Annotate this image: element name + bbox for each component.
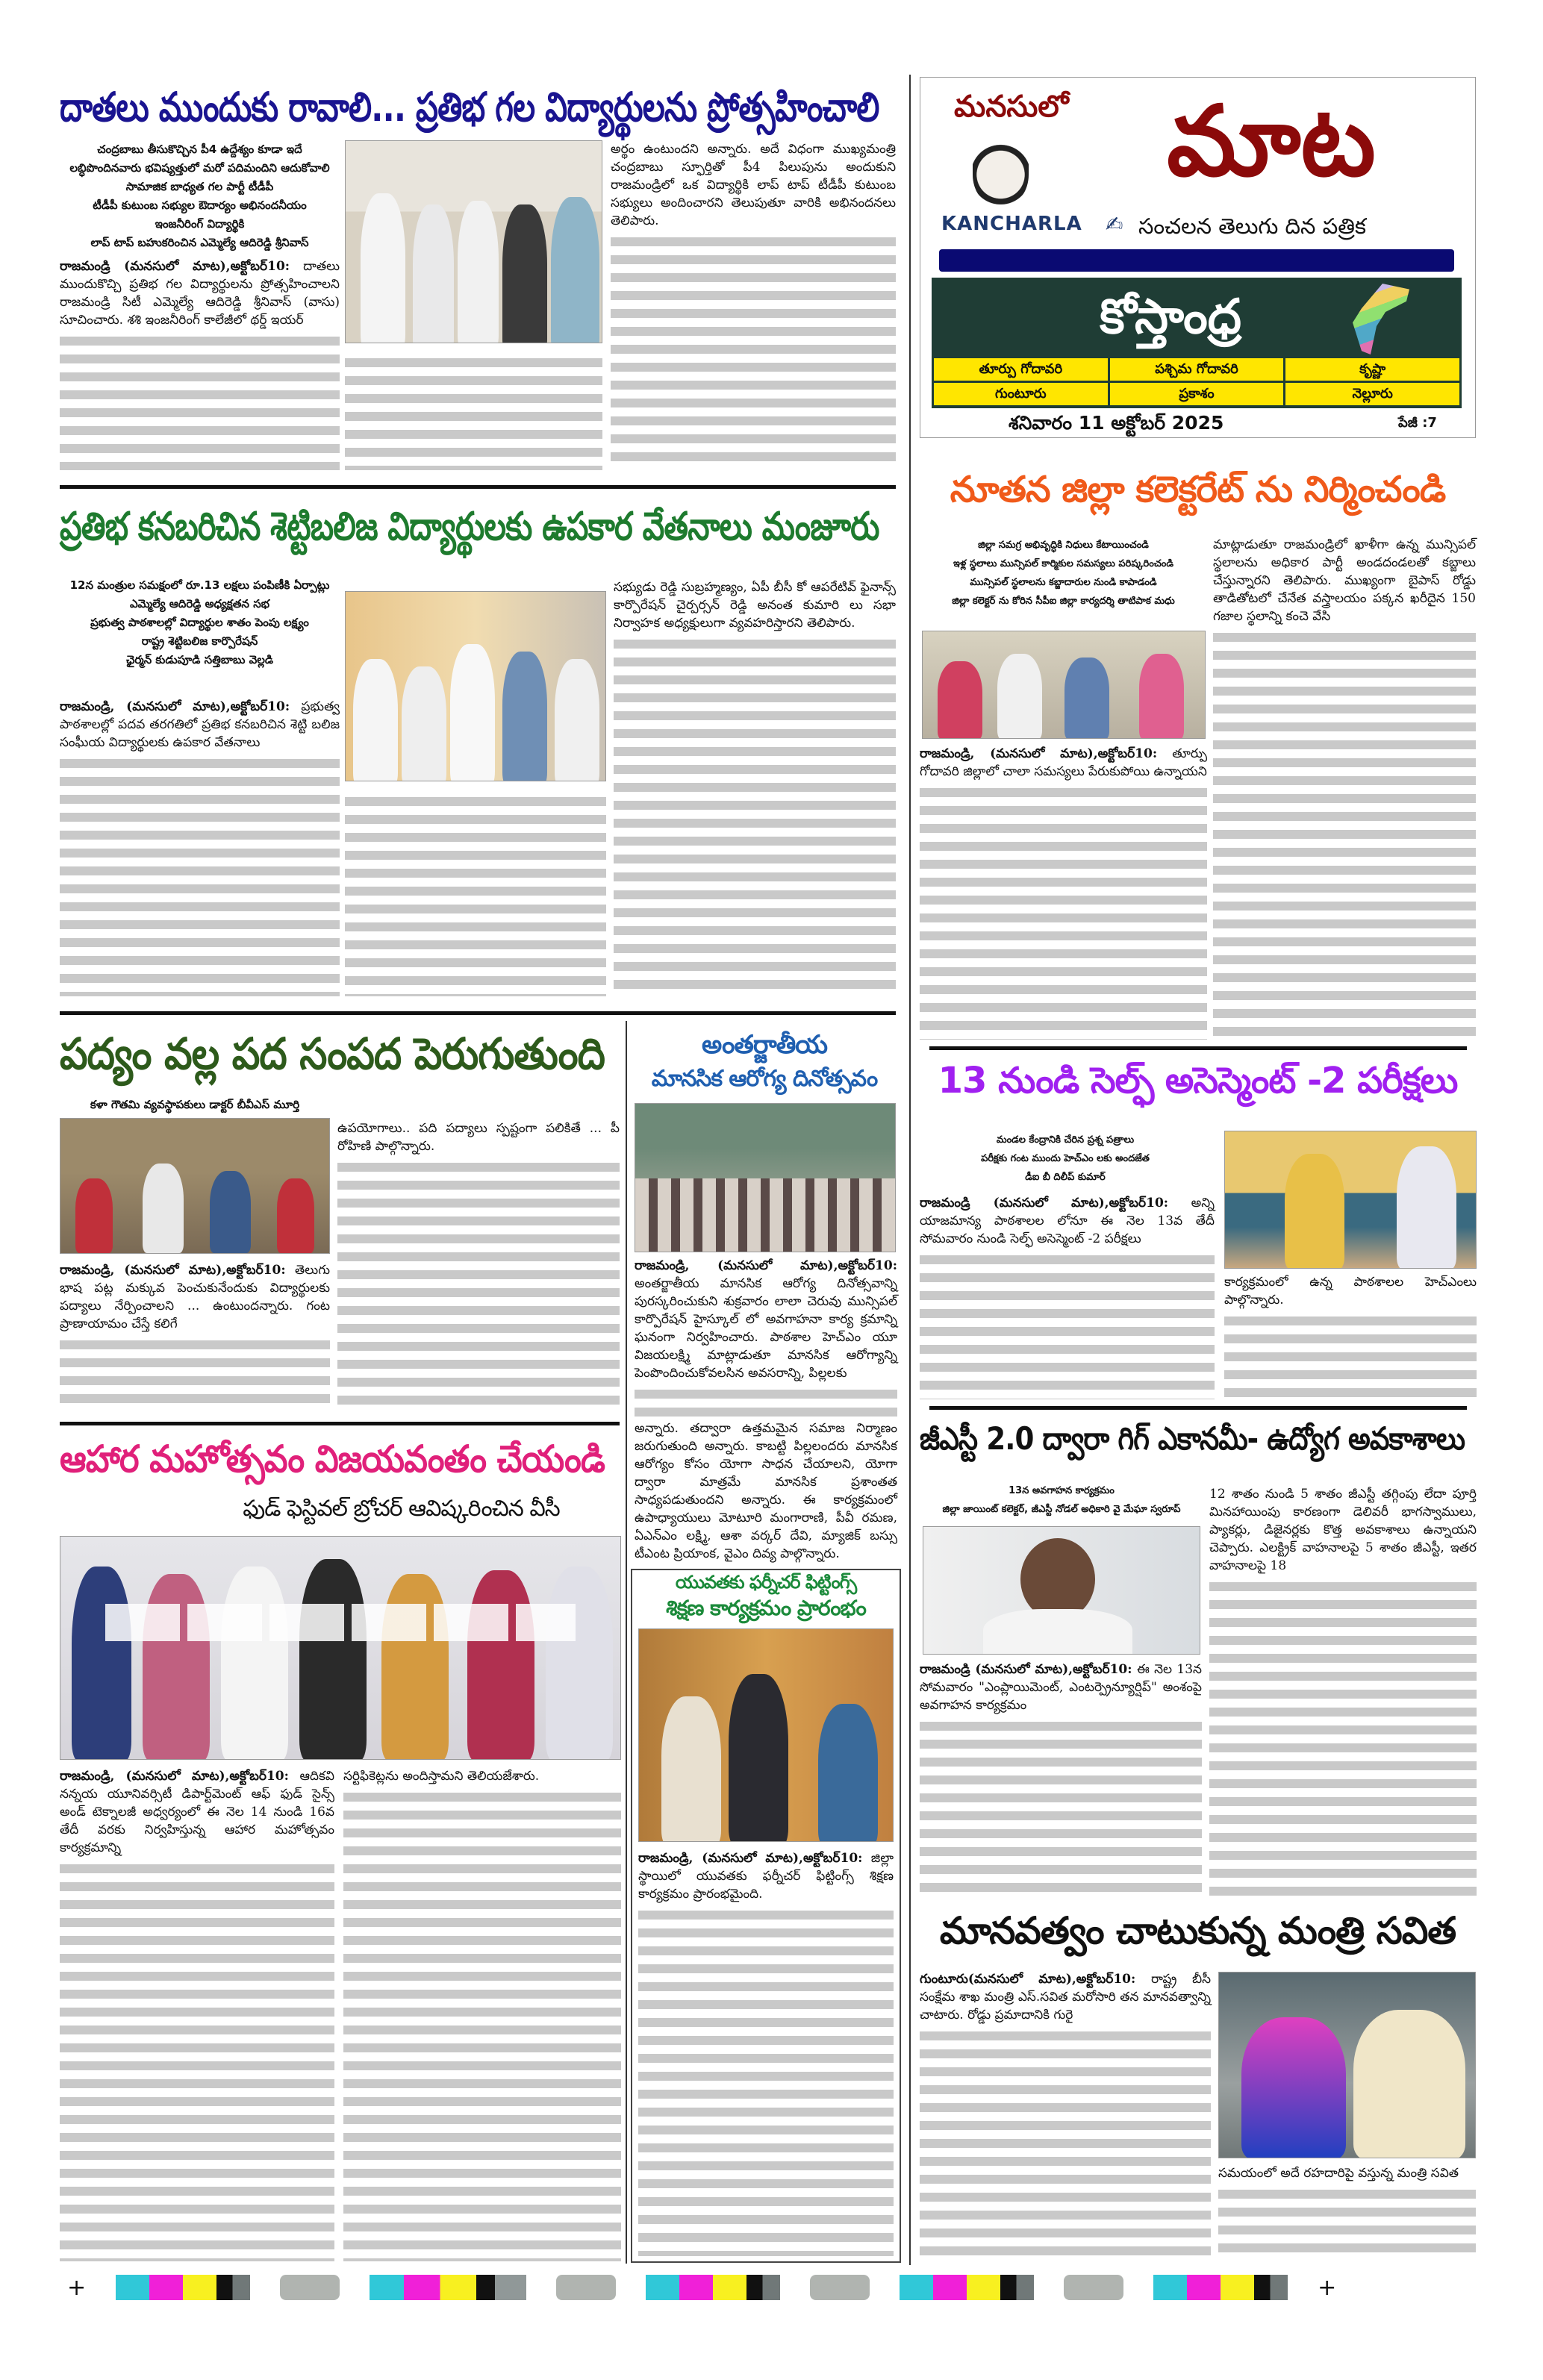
subtitle-food-festival: ఫుడ్ ఫెస్టివల్ బ్రోచర్ ఆవిష్కరించిన వీసీ xyxy=(243,1496,560,1522)
subhead: జిల్లా జాయింట్ కలెక్టర్, జీఎస్టీ నోడల్ అధికారి వై మేఘా స్వరూప్ xyxy=(942,1504,1181,1515)
body-text: సర్టిఫికెట్లను అందిస్తామని తెలియజేశారు. xyxy=(343,1769,540,1784)
dateline: గుంటూరు(మనసులో మాట),అక్టోబర్10: xyxy=(920,1972,1136,1987)
body-text: కార్యక్రమంలో ఉన్న పాఠశాలల హెచ్ఎంలు పాల్గొన్నారు. xyxy=(1224,1275,1477,1308)
a9-col1 xyxy=(920,1661,1202,1896)
a2-subheads xyxy=(60,576,340,669)
district-label: ప్రకాశం xyxy=(1179,386,1215,402)
district-guntur xyxy=(934,383,1108,405)
district-grid xyxy=(934,358,1459,405)
a1-col1 xyxy=(60,257,340,470)
cmyk-swatch xyxy=(1153,2275,1288,2300)
a3-col2 xyxy=(337,1119,620,1411)
subhead: మున్సిపల్ స్థలాలను కబ్జాదారుల నుండి కాపాడండి xyxy=(970,577,1157,588)
a7-subheads xyxy=(920,536,1207,610)
headline-minister-savitha: మానవత్వం చాటుకున్న మంత్రి సవిత xyxy=(939,1909,1456,1952)
dateline: రాజమండ్రి, (మనసులో మాట),అక్టోబర్10: xyxy=(60,699,290,714)
district-label: కృష్ణా xyxy=(1359,361,1386,377)
body-text: ఉపయోగాలు.. పది పద్యాలు స్పష్టంగా పలికితే ... పీ రోహిణి పాల్గొన్నారు. xyxy=(337,1121,620,1154)
a10-col1 xyxy=(920,1970,1211,2261)
body-text: ఆదికవి నన్నయ యూనివర్సిటీ డిపార్ట్‌మెంట్ ఆఫ్ ఫుడ్ సైన్స్ అండ్ టెక్నాలజీ అధ్వర్యంలో ఈ నెల 14 నుండి 16వ తేదీ వరకు నిర్వహిస్తున్న ఆహార మహోత్సవం కార్యక్రమాన్ని xyxy=(60,1769,334,1855)
district-label: గుంటూరు xyxy=(994,386,1047,402)
a8-subheads xyxy=(920,1131,1211,1187)
body-text: సభ్యుడు రెడ్డి సుబ్రహ్మణ్యం, ఏపీ బీసీ కో ఆపరేటివ్ ఫైనాన్స్ కార్పొరేషన్ చైర్పర్సన్ రెడ్డి అనంత కుమారి లు సభా నిర్వాహక అధ్యక్షులుగా వ్యవహరిస్తారని తెలిపారు. xyxy=(614,580,896,631)
dateline: రాజమండ్రి, (మనసులో మాట),అక్టోబర్10: xyxy=(920,746,1158,761)
subhead: లబ్ధిపొందినవారు భవిష్యత్తులో మరో పదిమందిని ఆదుకోవాలి xyxy=(69,161,330,175)
body-text: తెలుగు భాష పట్ల మక్కువ పెంచుకునేందుకు విద్యార్థులకు పద్యాలు నేర్పించాలని ... ఉంటుందన్నారు. గంట ప్రాణాయామం చేస్తే కలిగే xyxy=(60,1263,330,1331)
gray-swatch xyxy=(1064,2275,1123,2300)
a1-col2 xyxy=(345,351,602,470)
dateline: రాజమండ్రి, (మనసులో మాట),అక్టోబర్10: xyxy=(60,1769,289,1784)
subhead: పరీక్షకు గంట ముందు హెచ్ఎం లకు అందజేత xyxy=(981,1153,1150,1164)
gray-swatch xyxy=(810,2275,870,2300)
a3-subhead: కళా గౌతమి వ్యవస్థాపకులు డాక్టర్ బీవీఎస్ మూర్తి xyxy=(90,1098,300,1111)
district-nellore xyxy=(1285,383,1459,405)
district-label: నెల్లూరు xyxy=(1352,386,1393,402)
a7-col1 xyxy=(920,745,1207,1040)
body-text: దాతలు ముందుకొచ్చి ప్రతిభ గల విద్యార్థులను ప్రోత్సహించాలని రాజమండ్రి సిటీ ఎమ్మెల్యే ఆదిరెడ్డి శ్రీనివాస్ (వాసు) సూచించారు. శశి ఇంజనీరింగ్ కాలేజీలో థర్డ్ ఇయర్ xyxy=(60,259,340,328)
headline-mental-health-l1: అంతర్జాతీయ xyxy=(701,1030,828,1060)
a4-body xyxy=(635,1257,897,1563)
subhead: డీఐ బీ దిలీప్ కుమార్ xyxy=(1025,1172,1106,1183)
a5-photo-brochure-release xyxy=(60,1536,621,1760)
headline-padyam: పద్యం వల్ల పద సంపద పెరుగుతుంది xyxy=(60,1028,605,1079)
subhead: 13న అవగాహన కార్యక్రమం xyxy=(1009,1485,1115,1496)
headline-settibalija-scholarships: ప్రతిభ కనబరిచిన శెట్టిబలిజ విద్యార్థులకు ఉపకార వేతనాలు మంజూరు xyxy=(60,505,879,549)
district-label: తూర్పు గోదావరి xyxy=(979,361,1063,377)
body-text: 12 శాతం నుండి 5 శాతం జీఎస్టీ తగ్గింపు లేదా పూర్తి మినహాయింపు కారణంగా డెలివరీ భాగస్వాములు, ప్యాకర్లు, డిజైనర్లకు కొత్త అవకాశాలు ఉన్నాయని చెప్పారు. ఎలక్ట్రిక్ వాహనాలపై 5 శాతం జీఎస్టీ, ఇతర వాహనాలపై 18 xyxy=(1209,1487,1477,1573)
subhead: ఇళ్ల స్థలాలు మున్సిపల్ కార్మికుల సమస్యలు పరిష్కరించండి xyxy=(953,558,1173,569)
a3-col1 xyxy=(60,1261,330,1411)
subhead: ఛైర్మన్ కుడుపూడి సత్తిబాబు వెల్లడి xyxy=(125,653,274,666)
registration-mark-icon: + xyxy=(1318,2274,1337,2301)
body-text: రాష్ట్ర బీసీ సంక్షేమ శాఖ మంత్రి ఎస్.సవిత మరోసారి తన మానవత్వాన్ని చాటారు. రోడ్డు ప్రమాదానికి గురై xyxy=(920,1972,1212,2023)
body-text: అంతర్జాతీయ మానసిక ఆరోగ్య దినోత్సవాన్ని పురస్కరించుకుని శుక్రవారం లాలా చెరువు మున్సిపల్ కార్పొరేషన్ హైస్కూల్ లో అవగాహనా కార్య క్రమాన్ని ఘనంగా నిర్వహించారు. పాఠశాల హెచ్ఎం యూ విజయలక్ష్మి మాట్లాడుతూ మానసిక ఆరోగ్యాన్ని పెంపొందించుకోవలసిన అవసరాన్ని, పిల్లలకు xyxy=(635,1276,897,1381)
a8-photo-question-papers xyxy=(1224,1131,1477,1269)
body-text: అన్ని యాజమాన్య పాఠశాలల లోనూ ఈ నెల 13వ తేదీ సోమవారం నుండి సెల్ఫ్ అసెస్మెంట్ -2 పరీక్షలు xyxy=(920,1196,1215,1246)
subhead: జిల్లా కలెక్టర్ ను కోరిన సీపీఐ జిల్లా కార్యదర్శి తాటిపాక మధు xyxy=(952,596,1175,607)
body-text: మాట్లాడుతూ రాజమండ్రిలో ఖాళీగా ఉన్న మున్సిపల్ స్థలాలను అధికార పార్టీ అండదండలతో కబ్జాలు చేస్తున్నారని తెలిపారు. ముఖ్యంగా బైపాస్ రోడ్డు తాడితోటలో చేనేత వస్త్రాలయం పక్కన ఖరీదైన 150 గజాల స్థలాన్ని కంచె వేసి xyxy=(1213,537,1476,624)
a8-col2 xyxy=(1224,1273,1477,1400)
subhead: లాప్ టాప్ బహుకరించిన ఎమ్మెల్యే ఆదిరెడ్డి శ్రీనివాస్ xyxy=(90,236,309,249)
subhead: మండల కేంద్రానికి చేరిన ప్రశ్న పత్రాలు xyxy=(996,1134,1135,1146)
cmyk-swatch xyxy=(646,2275,780,2300)
headline-donors-students: దాతలు ముందుకు రావాలి... ప్రతిభ గల విద్యార్థులను ప్రోత్సహించాలి xyxy=(60,84,879,131)
cmyk-swatch xyxy=(116,2275,250,2300)
a5-col1 xyxy=(60,1767,334,2261)
page-number: పేజీ :7 xyxy=(1398,415,1437,431)
subhead: సామాజిక బాధ్యత గల పార్టీ టీడీపీ xyxy=(125,180,274,193)
column-divider xyxy=(909,75,911,2265)
headline-furniture-l2: శిక్షణ కార్యక్రమం ప్రారంభం xyxy=(666,1596,866,1620)
tagline: సంచలన తెలుగు దిన పత్రిక xyxy=(1138,213,1367,239)
a2-photo-meeting xyxy=(345,591,606,781)
dateline: రాజమండ్రి (మనసులో మాట),అక్టోబర్10: xyxy=(60,259,290,274)
a1-photo-laptop-handover xyxy=(345,140,602,343)
body-text: అర్థం ఉంటుందని అన్నారు. అదే విధంగా ముఖ్యమంత్రి చంద్రబాబు స్ఫూర్తితో పీ4 పిలుపును అందుకుని రాజమండ్రిలో ఒక విద్యార్థికి లాప్ టాప్ టీడీపీ కుటుంబ సభ్యులు అందించారని తెలుపుతూ వారికి అభినందనలు తెలిపారు. xyxy=(611,142,896,228)
district-prakasam xyxy=(1110,383,1284,405)
subhead: ఎమ్మెల్యే ఆదిరెడ్డి అధ్యక్షతన సభ xyxy=(130,597,269,610)
brand-big: మాట xyxy=(1167,84,1376,198)
a6-photo-training xyxy=(638,1628,894,1842)
headline-mental-health-l2: మానసిక ఆరోగ్య దినోత్సవం xyxy=(651,1066,878,1092)
a7-photo-collector-meeting xyxy=(922,631,1206,739)
headline-food-festival: ఆహార మహోత్సవం విజయవంతం చేయండి xyxy=(60,1437,605,1481)
district-krishna xyxy=(1285,358,1459,381)
body-text: సమయంలో అదే రహదారిపై వస్తున్న మంత్రి సవిత xyxy=(1218,2166,1459,2181)
issue-date: శనివారం 11 అక్టోబర్ 2025 xyxy=(1009,412,1224,434)
a10-photo-roadside-help xyxy=(1218,1972,1476,2158)
dateline: రాజమండ్రి, (మనసులో మాట),అక్టోబర్10: xyxy=(638,1851,863,1866)
coastal-map-icon xyxy=(1350,284,1409,354)
brand-small: మనసులో xyxy=(954,90,1069,124)
founder-portrait xyxy=(973,130,1029,204)
a1-subheads xyxy=(60,140,340,252)
divider xyxy=(929,1046,1467,1050)
cmyk-swatch xyxy=(900,2275,1034,2300)
cmyk-swatch xyxy=(370,2275,526,2300)
body-text: జిల్లా స్థాయిలో యువతకు ఫర్నీచర్ ఫిట్టింగ్స్ శిక్షణ కార్యక్రమం ప్రారంభమైంది. xyxy=(638,1851,894,1902)
pen-icon: ✍ xyxy=(1106,212,1123,237)
a7-col2 xyxy=(1213,536,1476,1040)
founder-label: KANCHARLA xyxy=(941,213,1082,235)
a9-col2 xyxy=(1209,1485,1477,1896)
headline-gst-gig-economy: జీఎస్టీ 2.0 ద్వారా గిగ్ ఎకానమీ- ఉద్యోగ అవకాశాలు xyxy=(920,1420,1465,1457)
a2-col3 xyxy=(614,578,896,996)
body-text: తూర్పు గోదావరి జిల్లాలో చాలా సమస్యలు పేరుకుపోయి ఉన్నాయని xyxy=(920,746,1207,779)
subhead: జిల్లా సమగ్ర అభివృద్ధికి నిధులు కేటాయించండి xyxy=(978,540,1149,551)
a4-photo-school-event xyxy=(635,1103,896,1252)
district-label: పశ్చిమ గోదావరి xyxy=(1155,361,1238,377)
dateline: రాజమండ్రి, (మనసులో మాట),అక్టోబర్10: xyxy=(60,1263,286,1278)
dateline: రాజమండ్రి (మనసులో మాట),అక్టోబర్10: xyxy=(920,1196,1169,1211)
gray-swatch xyxy=(280,2275,340,2300)
a10-col2 xyxy=(1218,2164,1476,2261)
body-text: ఈ నెల 13న సోమవారం "ఎంప్లాయిమెంట్, ఎంటర్ప్రెన్యూర్షిప్" అంశంపై అవగాహన కార్యక్రమం xyxy=(920,1662,1202,1713)
dateline: రాజమండ్రి (మనసులో మాట),అక్టోబర్10: xyxy=(920,1662,1132,1677)
subhead: ఇంజనీరింగ్ విద్యార్థికి xyxy=(155,217,245,231)
divider xyxy=(60,485,896,489)
subhead: 12న మంత్రుల సమక్షంలో రూ.13 లక్షలు పంపిణీకి ఏర్పాట్లు xyxy=(69,578,330,592)
divider xyxy=(929,1406,1467,1410)
headline-collectorate: నూతన జిల్లా కలెక్టరేట్ ను నిర్మించండి xyxy=(950,469,1446,510)
print-color-bar xyxy=(67,2275,1486,2300)
edition-panel xyxy=(932,278,1462,408)
registration-mark-icon: + xyxy=(67,2274,87,2301)
column-divider xyxy=(626,1021,627,2264)
masthead xyxy=(920,77,1476,438)
headline-sa2-exams: 13 నుండి సెల్ఫ్ అసెస్మెంట్ -2 పరీక్షలు xyxy=(938,1060,1458,1102)
subhead: టీడీపీ కుటుంబ సభ్యుల ఔదార్యం అభినందనీయం xyxy=(93,199,307,212)
district-east-godavari xyxy=(934,358,1108,381)
a6-body xyxy=(638,1849,894,2256)
a2-col1 xyxy=(60,698,340,996)
a9-photo-joint-collector xyxy=(923,1526,1200,1655)
a3-photo-students xyxy=(60,1118,330,1254)
divider xyxy=(60,1011,896,1015)
divider xyxy=(60,1422,620,1425)
body-text: ప్రభుత్వ పాఠశాలల్లో పదవ తరగతిలో ప్రతిభ కనబరిచిన శెట్టి బలిజ సంఘీయ విద్యార్థులకు ఉపకార వేతనాలు xyxy=(60,699,340,750)
edition-title: కోస్తాంధ్ర xyxy=(1100,290,1241,345)
a2-col2 xyxy=(345,790,606,996)
a8-col1 xyxy=(920,1194,1215,1399)
gray-swatch xyxy=(556,2275,616,2300)
subhead: చంద్రబాబు తీసుకొచ్చిన పీ4 ఉద్దేశ్యం కూడా ఇదే xyxy=(97,143,302,156)
subhead: ప్రభుత్వ పాఠశాలల్లో విద్యార్థుల శాతం పెంపు లక్ష్యం xyxy=(90,616,309,629)
headline-furniture-l1: యువతకు ఫర్నీచర్ ఫిట్టింగ్స్ xyxy=(675,1572,857,1593)
a9-subheads xyxy=(920,1481,1203,1519)
district-west-godavari xyxy=(1110,358,1284,381)
body-text: అన్నారు. తద్వారా ఉత్తమమైన సమాజ నిర్మాణం జరుగుతుంది అన్నారు. కాబట్టి పిల్లలందరు మానసిక ఆరోగ్యం కోసం యోగా సాధన చేయాలని, యోగా ద్వారా మాత్రమే మానసిక ప్రశాంతత సాధ్యపడుతుందని అన్నారు. ఈ కార్యక్రమంలో ఉపాధ్యాయులు మోటూరి మంగారాణి, పీవీ రమణ, ఏఎన్ఎం లక్ష్మి, ఆశా వర్కర్ దేవి, మ్యాజిక్ బస్సు టీఎంట ప్రియాంక, వైఎం దివ్య పాల్గొన్నారు. xyxy=(635,1421,897,1561)
a5-col2 xyxy=(343,1767,621,2261)
subhead: రాష్ట్ర శెట్టిబలిజ కార్పొరేషన్ xyxy=(141,634,258,648)
dateline: రాజమండ్రి, (మనసులో మాట),అక్టోబర్10: xyxy=(635,1258,897,1273)
navy-bar xyxy=(939,249,1454,272)
a1-col3 xyxy=(611,140,896,470)
